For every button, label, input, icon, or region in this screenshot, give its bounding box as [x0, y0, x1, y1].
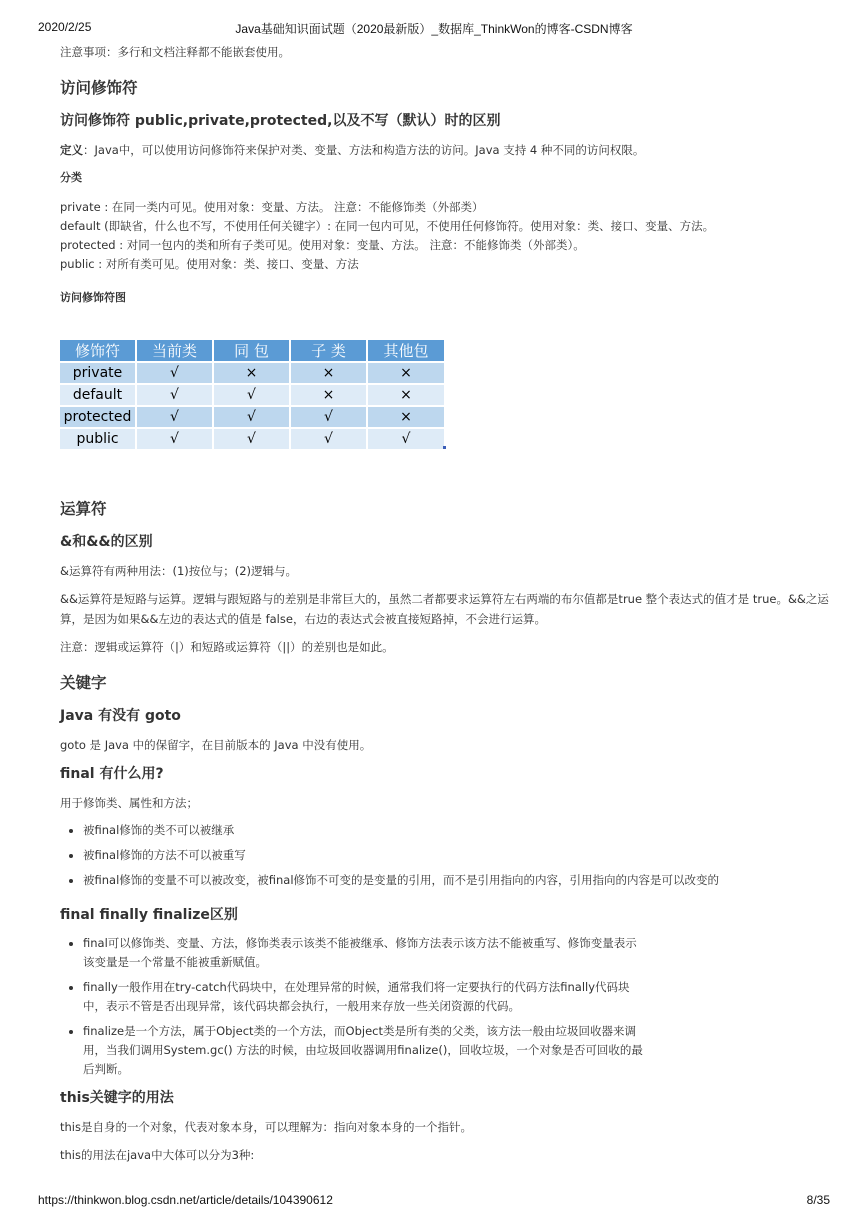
- ffz-list: [60, 934, 835, 1079]
- definition-text: ：Java中，可以使用访问修饰符来保护对类、变量、方法和构造方法的访问。Java 支持 4 种不同的访问权限。: [83, 143, 645, 157]
- image-resize-handle-icon: [443, 446, 446, 449]
- list-item: • finally一般作用在try-catch代码块中，在处理异常的时候，通常我们将一定要执行的代码方法finally代码块中，表示不管是否出现异常，该代码块都会执行，一般用来存放一些关闭资源的代码。: [83, 978, 643, 1016]
- subheading-access-diff: 访问修饰符 public,private,protected,以及不写（默认）时的区别: [60, 113, 501, 129]
- table-cell: √: [290, 428, 367, 449]
- and-paragraph-1: &运算符有两种用法：(1)按位与；(2)逻辑与。: [60, 564, 298, 578]
- table-row: [60, 428, 445, 449]
- table-cell: protected: [60, 406, 136, 428]
- print-url: https://thinkwon.blog.csdn.net/article/details/104390612: [38, 1193, 333, 1207]
- this-paragraph-2: this的用法在java中大体可以分为3种:: [60, 1148, 255, 1162]
- final-paragraph: 用于修饰类、属性和方法；: [60, 796, 198, 810]
- table-cell: ×: [367, 384, 445, 406]
- table-cell: √: [290, 406, 367, 428]
- table-header-cell: 其他包: [367, 340, 445, 362]
- section-heading-operator: 运算符: [60, 500, 107, 518]
- subheading-this: this关键字的用法: [60, 1090, 174, 1106]
- print-footer: [38, 1193, 830, 1209]
- table-cell: √: [367, 428, 445, 449]
- access-table-wrapper: [60, 318, 446, 477]
- subheading-final: final 有什么用?: [60, 766, 164, 782]
- class-line-protected: protected : 对同一包内的类和所有子类可见。使用对象：变量、方法。 注意：不能修饰类（外部类）。: [60, 238, 585, 252]
- class-line-default: default (即缺省，什么也不写，不使用任何关键字）: 在同一包内可见，不使用任何修饰符。使用对象：类、接口、变量、方法。: [60, 219, 715, 233]
- classification-heading: 分类: [60, 171, 82, 184]
- goto-paragraph: goto 是 Java 中的保留字，在目前版本的 Java 中没有使用。: [60, 738, 372, 752]
- table-header-cell: 子 类: [290, 340, 367, 362]
- list-item: • 被final修饰的变量不可以被改变，被final修饰不可变的是变量的引用，而不是引用指向的内容，引用指向的内容是可以改变的: [83, 871, 835, 890]
- section-heading-keyword: 关键字: [60, 674, 107, 692]
- definition-paragraph: [60, 140, 835, 160]
- table-cell: √: [213, 428, 290, 449]
- table-row: [60, 406, 445, 428]
- table-header-cell: 同 包: [213, 340, 290, 362]
- table-cell: ×: [290, 362, 367, 384]
- table-header-row: [60, 340, 445, 362]
- print-header: [38, 20, 830, 36]
- print-date: 2020/2/25: [38, 20, 92, 34]
- table-cell: √: [136, 428, 213, 449]
- table-header-cell: 修饰符: [60, 340, 136, 362]
- table-header-cell: 当前类: [136, 340, 213, 362]
- table-cell: ×: [213, 362, 290, 384]
- table-cell: private: [60, 362, 136, 384]
- table-cell: √: [213, 384, 290, 406]
- definition-label: 定义: [60, 143, 83, 157]
- subheading-and: &和&&的区别: [60, 534, 153, 550]
- access-chart-heading: 访问修饰符图: [60, 291, 126, 304]
- table-cell: √: [213, 406, 290, 428]
- subheading-goto: Java 有没有 goto: [60, 708, 181, 724]
- table-row: [60, 384, 445, 406]
- table-row: [60, 362, 445, 384]
- and-paragraph-3: 注意：逻辑或运算符（|）和短路或运算符（||）的差别也是如此。: [60, 640, 394, 654]
- section-heading-access: 访问修饰符: [60, 79, 138, 97]
- classification-list: [60, 198, 835, 274]
- final-list: [60, 821, 835, 890]
- subheading-final-finally-finalize: final finally finalize区别: [60, 907, 238, 923]
- table-cell: √: [136, 406, 213, 428]
- print-page-number: 8/35: [806, 1193, 830, 1207]
- table-cell: default: [60, 384, 136, 406]
- note-paragraph: 注意事项：多行和文档注释都不能嵌套使用。: [60, 45, 290, 59]
- list-item: • finalize是一个方法，属于Object类的一个方法，而Object类是所有类的父类，该方法一般由垃圾回收器来调用，当我们调用System.gc() 方法的时候，由垃圾回收器调用finalize()，回收垃圾，一个对象是否可回收的最后判断。: [83, 1022, 643, 1079]
- list-item: • final可以修饰类、变量、方法，修饰类表示该类不能被继承、修饰方法表示该方法不能被重写、修饰变量表示该变量是一个常量不能被重新赋值。: [83, 934, 643, 972]
- list-item: • 被final修饰的类不可以被继承: [83, 821, 835, 840]
- table-cell: √: [136, 384, 213, 406]
- table-cell: ×: [367, 406, 445, 428]
- table-cell: public: [60, 428, 136, 449]
- list-item: • 被final修饰的方法不可以被重写: [83, 846, 835, 865]
- table-cell: ×: [367, 362, 445, 384]
- and-paragraph-2: &&运算符是短路与运算。逻辑与跟短路与的差别是非常巨大的，虽然二者都要求运算符左右两端的布尔值都是true 整个表达式的值才是 true。&&之运算，是因为如果&&左边的表达式的值是 false，右边的表达式会被直接短路掉，不会进行运算。: [60, 592, 829, 626]
- this-paragraph-1: this是自身的一个对象，代表对象本身，可以理解为：指向对象本身的一个指针。: [60, 1120, 472, 1134]
- print-title: Java基础知识面试题（2020最新版）_数据库_ThinkWon的博客-CSDN博客: [235, 22, 633, 36]
- access-modifier-table: [60, 340, 446, 449]
- class-line-public: public : 对所有类可见。使用对象：类、接口、变量、方法: [60, 257, 359, 271]
- article-body: [60, 42, 835, 1173]
- table-cell: √: [136, 362, 213, 384]
- class-line-private: private : 在同一类内可见。使用对象：变量、方法。 注意：不能修饰类（外部类）: [60, 200, 484, 214]
- table-cell: ×: [290, 384, 367, 406]
